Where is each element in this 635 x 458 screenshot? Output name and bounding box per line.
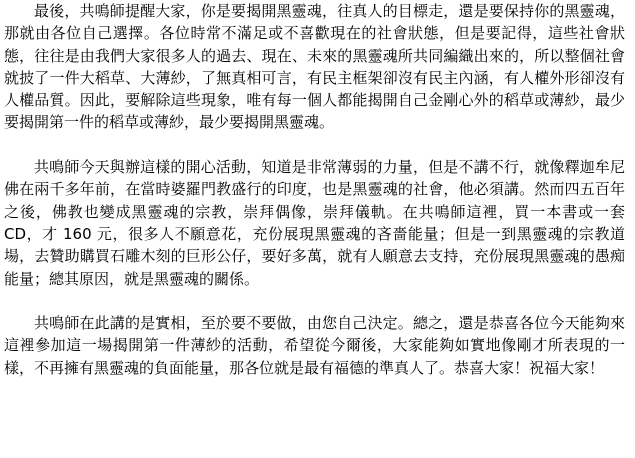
paragraph-spacer: [4, 290, 625, 312]
document-body: [4, 0, 625, 379]
paragraph-3: 共鳴師在此講的是實相，至於要不要做，由您自己決定。總之，還是恭喜各位今天能夠來這裡參加這一場揭開第一件薄紗的活動，希望從今爾後，大家能夠如實地像剛才所表現的一樣，不再擁有黑靈魂的負面能量，那各位就是最有福德的準真人了。恭喜大家！祝福大家！: [4, 314, 625, 377]
paragraph-2: 共鳴師今天與辦這樣的開心活動，知道是非常薄弱的力量，但是不講不行，就像釋迦牟尼佛在兩千多年前，在當時婆羅門教盛行的印度，也是黑靈魂的社會，他必須講。然而四五百年之後，佛教也變成黑靈魂的宗教，崇拜偶像，崇拜儀軌。在共鳴師這裡，買一本書或一套 CD，才 160 元，很多人不願意花，充份展現黑靈魂的吝嗇能量；但是一到黑靈魂的宗教道場，去贊助購買石雕木刻的巨形公仔，要好多萬，就有人願意去支持，充份展現黑靈魂的愚痴能量；總其原因，就是黑靈魂的關係。: [4, 158, 625, 288]
paragraph-1: 最後，共鳴師提醒大家，你是要揭開黑靈魂，往真人的目標走，還是要保持你的黑靈魂，那就由各位自己選擇。各位時常不滿足或不喜歡現在的社會狀態，但是要記得，這些社會狀態，往往是由我們大家很多人的過去、現在、未來的黑靈魂所共同編織出來的，所以整個社會就披了一件大稻草、大薄紗，了無真相可言，有民主框架卻沒有民主內涵，有人權外形卻沒有人權品質。因此，要解除這些現象，唯有每一個人都能揭開自己金剛心外的稻草或薄紗，最少要揭開第一件的稻草或薄紗，最少要揭開黑靈魂。: [4, 2, 625, 132]
paragraph-spacer: [4, 134, 625, 156]
